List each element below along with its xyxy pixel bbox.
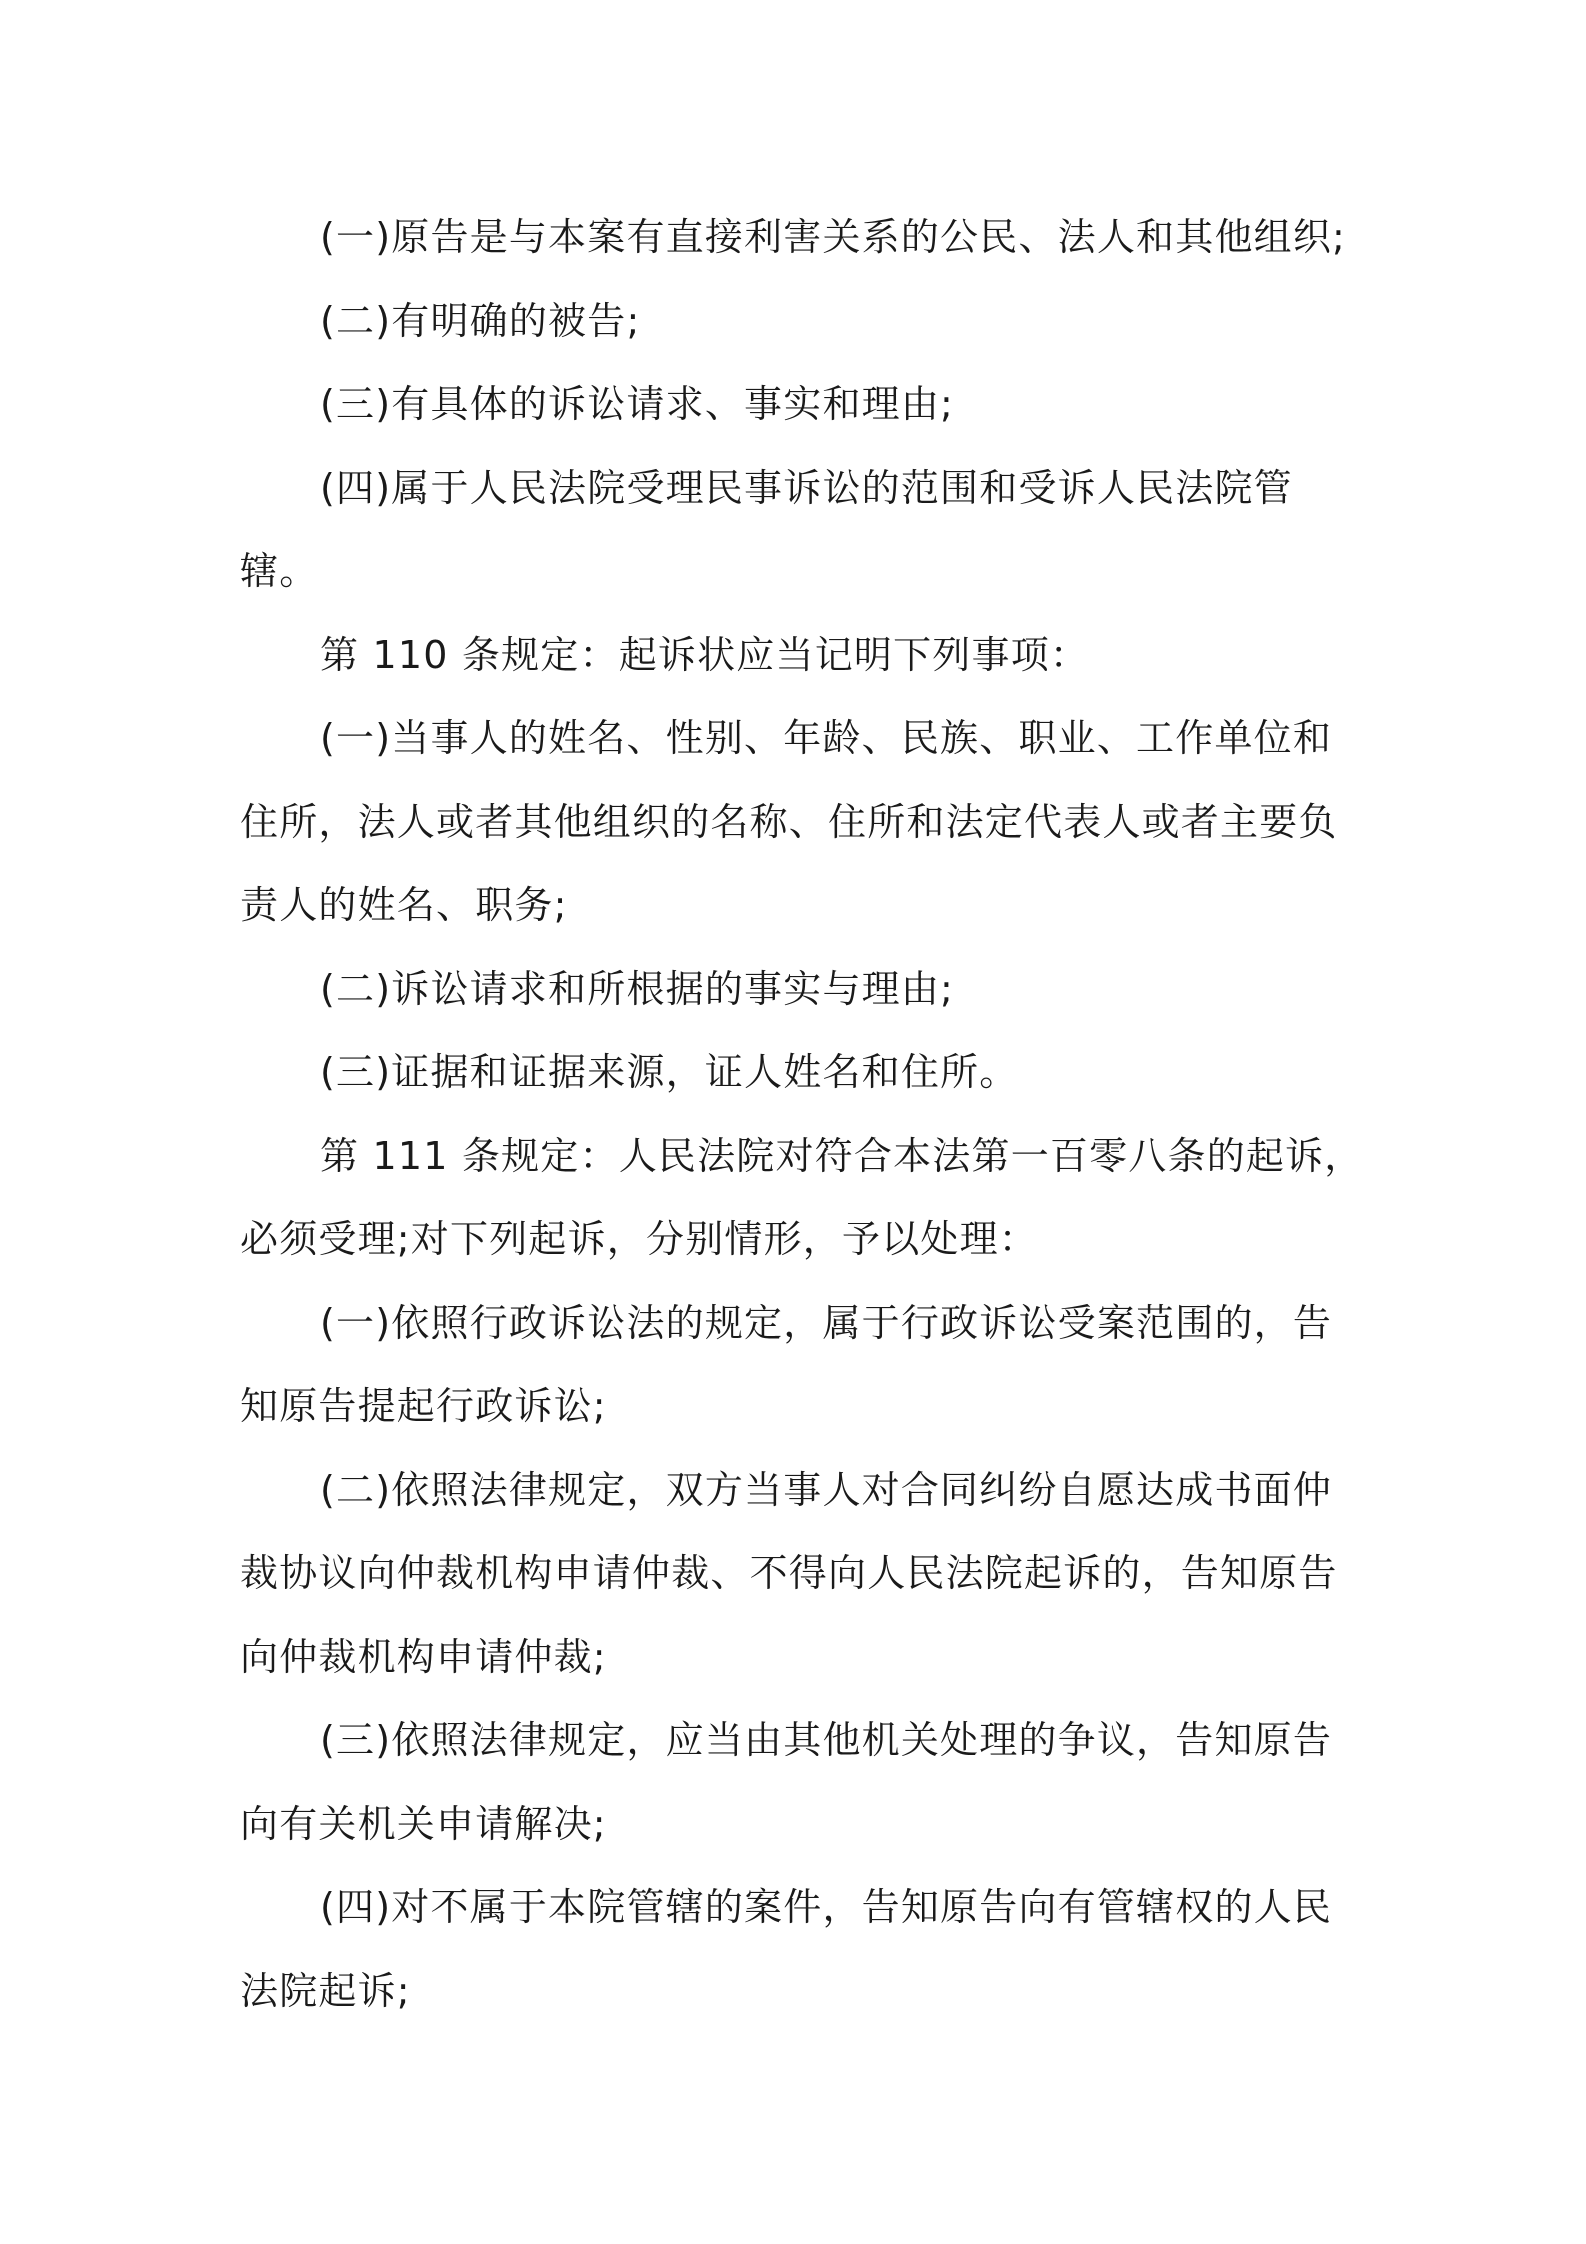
paragraph-line: 住所，法人或者其他组织的名称、住所和法定代表人或者主要负 — [240, 799, 1338, 844]
paragraph-line: (三)依照法律规定，应当由其他机关处理的争议，告知原告 — [320, 1718, 1333, 1762]
paragraph-10 — [240, 1282, 1360, 1449]
paragraph-line: 责人的姓名、职务; — [240, 883, 568, 927]
paragraph-line: (一)依照行政诉讼法的规定，属于行政诉讼受案范围的，告 — [320, 1300, 1333, 1345]
paragraph-line: 法院起诉; — [240, 1968, 411, 2013]
paragraph-line: 裁协议向仲裁机构申请仲裁、不得向人民法院起诉的，告知原告 — [240, 1551, 1338, 1595]
paragraph-line: 第 110 条规定：起诉状应当记明下列事项： — [320, 632, 1090, 677]
paragraph-8 — [240, 1031, 1360, 1115]
article-111-heading — [240, 1115, 1364, 1282]
paragraph-6 — [240, 697, 1360, 948]
paragraph-2 — [240, 280, 1360, 364]
paragraph-line: (二)有明确的被告; — [320, 298, 641, 343]
paragraph-line: 知原告提起行政诉讼; — [240, 1384, 607, 1428]
paragraph-line: (四)对不属于本院管辖的案件，告知原告向有管辖权的人民 — [320, 1885, 1333, 1929]
paragraph-line: (三)证据和证据来源，证人姓名和住所。 — [320, 1050, 1019, 1094]
paragraph-3 — [240, 363, 1360, 447]
paragraph-line: (一)原告是与本案有直接利害关系的公民、法人和其他组织; — [320, 215, 1347, 259]
paragraph-line: 向有关机关申请解决; — [240, 1801, 607, 1846]
paragraph-13 — [240, 1866, 1360, 2033]
paragraph-line: (三)有具体的诉讼请求、事实和理由; — [320, 382, 955, 426]
paragraph-line: (一)当事人的姓名、性别、年龄、民族、职业、工作单位和 — [320, 716, 1333, 760]
paragraph-line: 第 111 条规定：人民法院对符合本法第一百零八条的起诉， — [320, 1133, 1364, 1178]
paragraph-4 — [240, 447, 1360, 614]
article-110-heading — [240, 614, 1360, 698]
paragraph-12 — [240, 1699, 1360, 1866]
paragraph-line: 必须受理;对下列起诉，分别情形，予以处理： — [240, 1217, 1039, 1261]
paragraph-11 — [240, 1449, 1360, 1700]
paragraph-line: (二)诉讼请求和所根据的事实与理由; — [320, 966, 955, 1011]
paragraph-line: 向仲裁机构申请仲裁; — [240, 1634, 607, 1679]
paragraph-1 — [240, 196, 1360, 280]
paragraph-7 — [240, 948, 1360, 1032]
paragraph-line: (二)依照法律规定，双方当事人对合同纠纷自愿达成书面仲 — [320, 1467, 1333, 1512]
document-body — [240, 196, 1364, 2033]
paragraph-line: (四)属于人民法院受理民事诉讼的范围和受诉人民法院管 — [320, 465, 1293, 510]
paragraph-line: 辖。 — [240, 549, 319, 593]
